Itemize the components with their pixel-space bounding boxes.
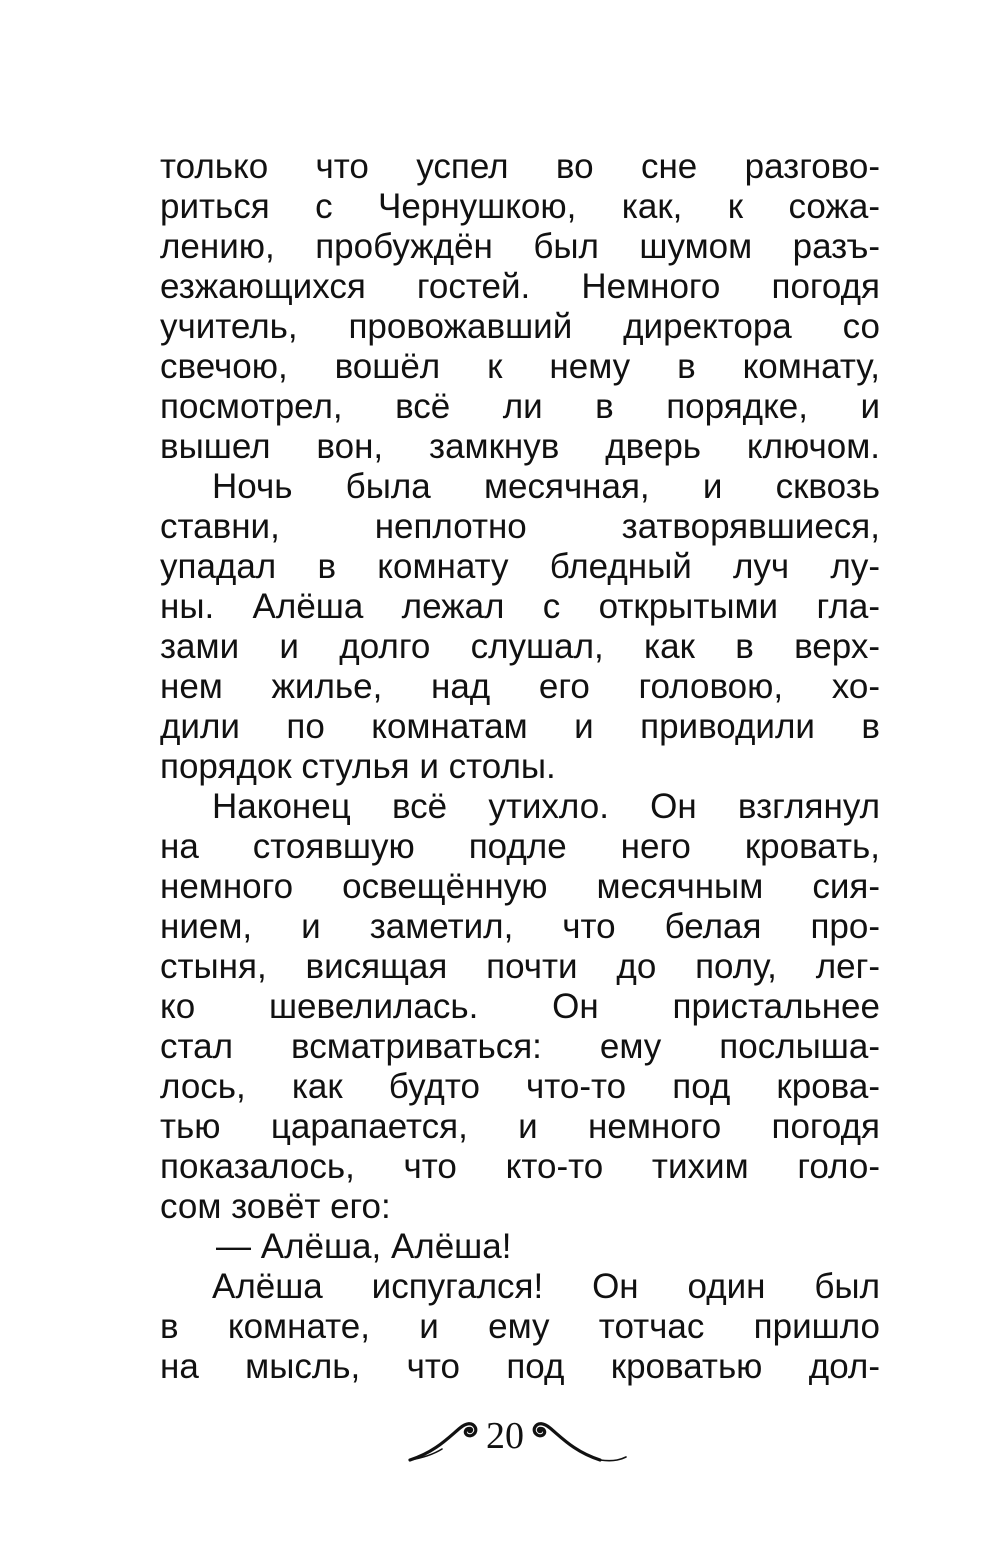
text-line: зами и долго слушал, как в верх- [160, 627, 880, 666]
text-line: Алёша испугался! Он один был [212, 1267, 880, 1306]
text-line: нем жилье, над его головою, хо- [160, 667, 880, 706]
text-line: стал всматриваться: ему послыша- [160, 1027, 880, 1066]
text-line: сом зовёт его: [160, 1187, 391, 1226]
page-number: 20 [486, 1415, 524, 1457]
text-line: немного освещённую месячным сия- [160, 867, 880, 906]
text-line: стыня, висящая почти до полу, лег- [160, 947, 880, 986]
text-line: Наконец всё утихло. Он взглянул [212, 787, 880, 826]
text-line: вышел вон, замкнув дверь ключом. [160, 427, 880, 466]
text-line: в комнате, и ему тотчас пришло [160, 1307, 880, 1346]
text-line: на мысль, что под кроватью дол- [160, 1347, 880, 1386]
text-line: только что успел во сне разгово- [160, 147, 880, 186]
body-text [160, 147, 880, 1387]
text-line: риться с Чернушкою, как, к сожа- [160, 187, 880, 226]
page-footer [380, 1402, 630, 1472]
dialogue-line: — Алёша, Алёша! [216, 1227, 512, 1266]
text-line: порядок стулья и столы. [160, 747, 556, 786]
text-line: Ночь была месячная, и сквозь [212, 467, 880, 506]
text-line: упадал в комнату бледный луч лу- [160, 547, 880, 586]
text-line: показалось, что кто-то тихим голо- [160, 1147, 880, 1186]
text-line: на стоявшую подле него кровать, [160, 827, 880, 866]
text-line: посмотрел, всё ли в порядке, и [160, 387, 880, 426]
text-line: дили по комнатам и приводили в [160, 707, 880, 746]
text-line: лению, пробуждён был шумом разъ- [160, 227, 880, 266]
text-line: нием, и заметил, что белая про- [160, 907, 880, 946]
text-line: ко шевелилась. Он пристальнее [160, 987, 880, 1026]
text-line: тью царапается, и немного погодя [160, 1107, 880, 1146]
text-line: ны. Алёша лежал с открытыми гла- [160, 587, 880, 626]
text-line: ставни, неплотно затворявшиеся, [160, 507, 880, 546]
text-line: свечою, вошёл к нему в комнату, [160, 347, 880, 386]
text-line: лось, как будто что-то под крова- [160, 1067, 880, 1106]
text-line: учитель, провожавший директора со [160, 307, 880, 346]
text-line: езжающихся гостей. Немного погодя [160, 267, 880, 306]
